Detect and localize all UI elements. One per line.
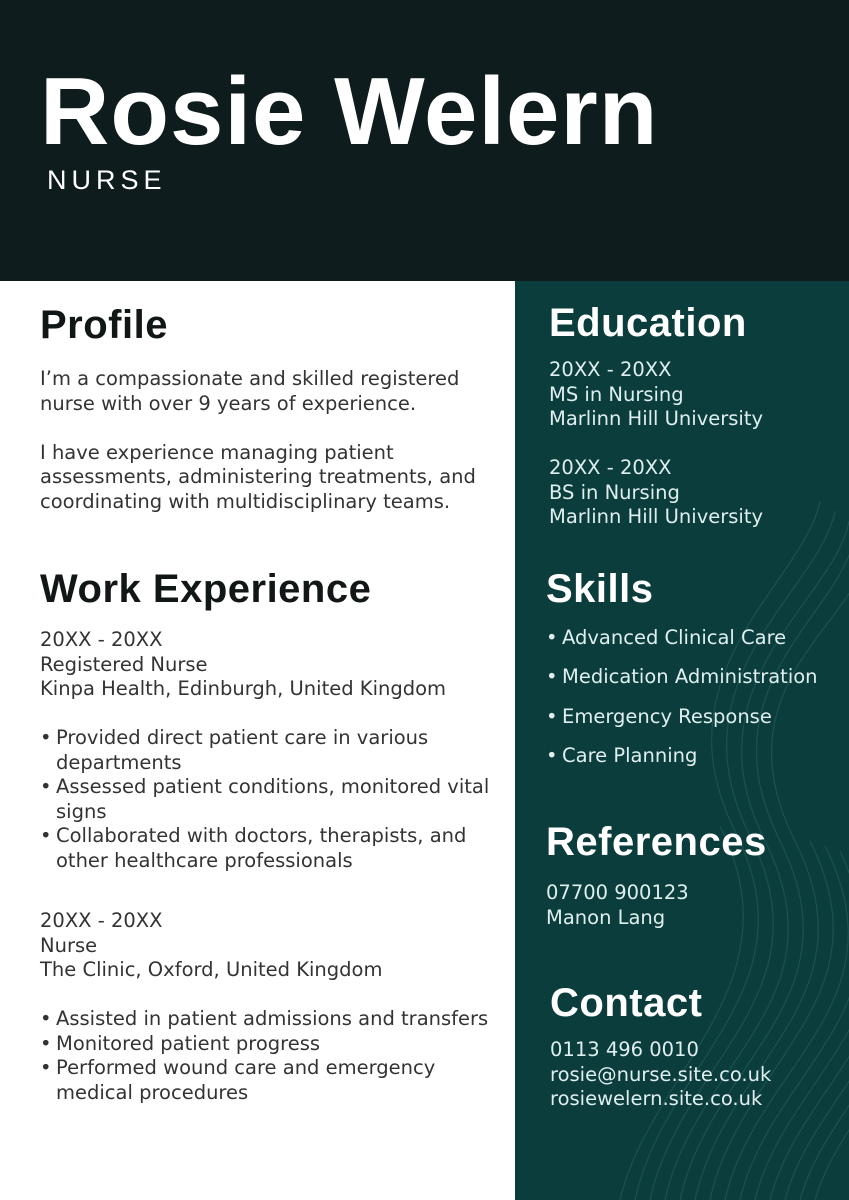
- job-dates: 20XX - 20XX: [40, 628, 163, 651]
- candidate-name: Rosie Welern: [40, 58, 659, 165]
- list-item: • Performed wound care and emergency medical procedures: [40, 1056, 500, 1105]
- job-dates: 20XX - 20XX: [40, 909, 163, 932]
- education-degree: BS in Nursing: [549, 480, 680, 504]
- candidate-role: NURSE: [47, 165, 167, 195]
- reference-phone: 07700 900123: [546, 881, 689, 904]
- job-duties: [40, 726, 500, 873]
- education-dates: 20XX - 20XX: [549, 456, 672, 479]
- skills-section: [546, 569, 846, 783]
- list-item: • Monitored patient progress: [40, 1032, 500, 1057]
- job-duties: [40, 1007, 500, 1105]
- education-entry: [549, 358, 839, 432]
- list-item: • Advanced Clinical Care: [546, 626, 846, 651]
- list-item: • Assessed patient conditions, monitored vital signs: [40, 775, 500, 824]
- education-school: Marlinn Hill University: [549, 505, 764, 528]
- skills-heading: Skills: [546, 567, 654, 611]
- education-school: Marlinn Hill University: [549, 407, 764, 430]
- contact-website: rosiewelern.site.co.uk: [550, 1087, 763, 1110]
- work-experience-section: [40, 569, 500, 1105]
- contact-phone: 0113 496 0010: [550, 1038, 699, 1061]
- education-dates: 20XX - 20XX: [549, 358, 672, 381]
- list-item: • Care Planning: [546, 744, 846, 769]
- job-title: Nurse: [40, 933, 98, 957]
- list-item: • Collaborated with doctors, therapists, and other healthcare professionals: [40, 824, 500, 873]
- list-item: • Medication Administration: [546, 665, 846, 690]
- contact-section: [550, 983, 845, 1112]
- job-entry: [40, 909, 500, 1105]
- list-item: • Provided direct patient care in various departments: [40, 726, 500, 775]
- job-entry: [40, 628, 500, 873]
- profile-paragraph: I have experience managing patient assessments, administering treatments, and coordinating with multidisciplinary teams.: [40, 440, 476, 513]
- resume-header: [0, 0, 849, 281]
- skills-list: [546, 626, 846, 768]
- references-heading: References: [546, 820, 767, 864]
- profile-paragraph: I’m a compassionate and skilled registered nurse with over 9 years of experience.: [40, 367, 460, 415]
- education-heading: Education: [549, 301, 747, 345]
- profile-section: [40, 305, 500, 514]
- list-item: • Emergency Response: [546, 705, 846, 730]
- education-entry: [549, 456, 839, 530]
- contact-email: rosie@nurse.site.co.uk: [550, 1062, 772, 1086]
- references-section: [546, 822, 846, 930]
- profile-heading: Profile: [40, 303, 168, 347]
- job-title: Registered Nurse: [40, 652, 208, 676]
- work-experience-heading: Work Experience: [40, 567, 372, 611]
- education-degree: MS in Nursing: [549, 382, 684, 406]
- reference-name: Manon Lang: [546, 905, 666, 929]
- sidebar: [515, 281, 849, 1200]
- education-section: [549, 303, 839, 530]
- job-place: Kinpa Health, Edinburgh, United Kingdom: [40, 677, 447, 700]
- list-item: • Assisted in patient admissions and transfers: [40, 1007, 500, 1032]
- contact-heading: Contact: [550, 981, 703, 1025]
- job-place: The Clinic, Oxford, United Kingdom: [40, 958, 383, 981]
